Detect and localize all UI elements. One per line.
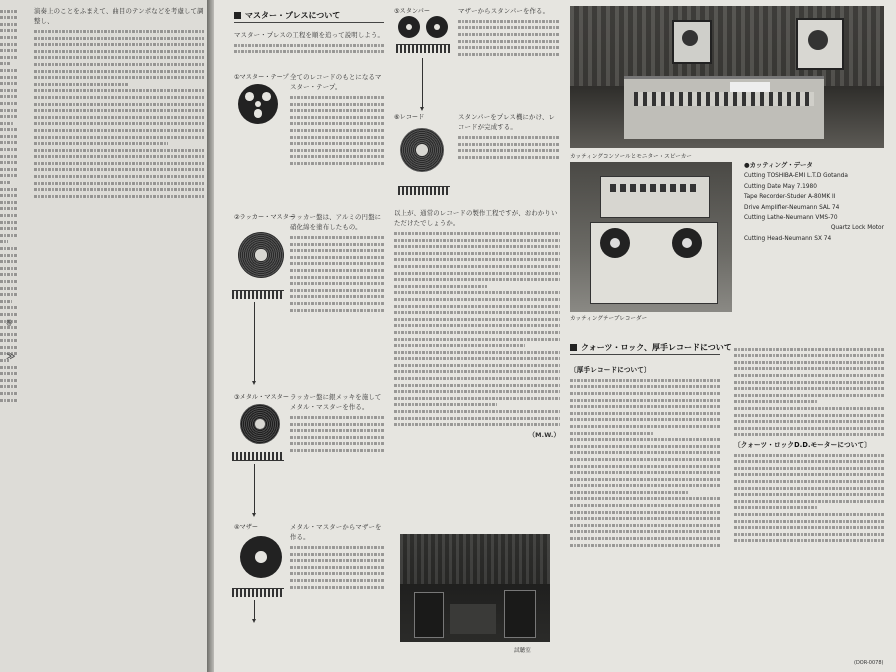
text-line (394, 410, 560, 413)
text-line (0, 62, 10, 65)
section2-col-b (734, 344, 884, 546)
text-line (34, 63, 204, 66)
text-line (734, 460, 884, 463)
text-line (0, 168, 18, 171)
side-mark: ≫ (6, 352, 16, 362)
text-line (734, 500, 884, 503)
cutting-console-photo (570, 6, 884, 148)
metal-master-icon (240, 404, 280, 444)
metal-groove-icon (232, 452, 284, 461)
stamper-icon-a (398, 16, 420, 38)
text-line (570, 438, 720, 441)
text-line (0, 188, 18, 191)
text-line (570, 451, 720, 454)
section1-intro-text: マスター・プレスの工程を順を追って説明しよう。 (234, 31, 384, 39)
text-line (394, 318, 560, 321)
text-line (0, 346, 18, 349)
text-line (570, 537, 720, 540)
text-line (394, 285, 487, 288)
text-line (34, 89, 204, 92)
cutting-tape-recorder-photo (570, 162, 732, 312)
step3-text: ラッカー盤に銀メッキを施してメタル・マスターを作る。 (290, 392, 384, 456)
text-line (570, 544, 720, 547)
text-line (394, 370, 560, 373)
text-line (34, 83, 129, 86)
text-line (570, 385, 720, 388)
text-line (0, 148, 18, 151)
text-line (0, 69, 18, 72)
right-page (214, 0, 896, 672)
text-line (394, 311, 560, 314)
left-col-a-text: 演奏上のことをふまえて、曲目のテンポなどを考慮して調整し、 (34, 7, 204, 26)
text-line (0, 267, 18, 270)
text-line (570, 478, 720, 481)
text-line (394, 252, 560, 255)
text-line (394, 265, 560, 268)
text-line (0, 174, 18, 177)
text-line (394, 298, 560, 301)
text-line (34, 162, 204, 165)
text-line (0, 300, 12, 303)
page-number: (DOR-0078) (854, 660, 884, 666)
text-line (34, 122, 204, 125)
text-line (570, 399, 720, 402)
text-line (734, 420, 884, 423)
text-line (570, 412, 720, 415)
section1-rule (234, 22, 384, 23)
text-line (394, 397, 560, 400)
text-line (734, 513, 884, 516)
text-line (394, 390, 560, 393)
text-line (0, 366, 18, 369)
section2-heading (570, 342, 732, 353)
step4-text: メタル・マスターからマザーを作る。 (290, 522, 384, 592)
text-line (734, 361, 884, 364)
text-line (34, 109, 204, 112)
cutting-data-line: Drive Amplifier-Neumann SAL 74 (744, 204, 840, 211)
text-line (394, 384, 560, 387)
text-line (394, 278, 560, 281)
text-line (34, 188, 204, 191)
left-edge-lines (0, 10, 18, 402)
text-line (34, 195, 204, 198)
section2-col-a (570, 362, 720, 550)
text-line (34, 37, 204, 40)
cutting-data-title: ●カッティング・データ (744, 161, 813, 169)
text-line (34, 96, 204, 99)
cutting-data-line: Cutting Head-Neumann SX 74 (744, 235, 832, 242)
left-col-a-lines (34, 30, 204, 198)
cutting-data-line: Cutting Lathe-Neumann VMS-70 (744, 215, 838, 222)
text-line (0, 280, 18, 283)
text-line (0, 333, 18, 336)
text-line (0, 128, 18, 131)
text-line (0, 273, 18, 276)
tape-reel-icon (238, 84, 278, 124)
text-line (570, 491, 689, 494)
stamper-groove-icon (396, 44, 450, 53)
text-line (0, 49, 18, 52)
text-line (0, 109, 18, 112)
section1-heading (234, 10, 340, 21)
text-line (394, 245, 560, 248)
text-line (0, 293, 18, 296)
mother-groove-icon (232, 588, 284, 597)
text-line (570, 465, 720, 468)
text-line (0, 207, 18, 210)
text-line (0, 122, 14, 125)
text-line (734, 427, 884, 430)
step5-label: ⑤スタンパー (394, 8, 431, 15)
text-line (34, 70, 204, 73)
text-line (0, 201, 18, 204)
text-line (394, 272, 560, 275)
step1-text: 全てのレコードのもとになるマスター・テープ。 (290, 72, 384, 169)
text-line (0, 141, 18, 144)
cutting-data-line: Tape Recorder-Studer A-80MK II (744, 194, 836, 201)
text-line (570, 517, 720, 520)
text-line (394, 324, 560, 327)
text-line (734, 394, 884, 397)
step2-label: ②ラッカー・マスター (234, 214, 296, 221)
arrow-icon-4 (422, 58, 423, 108)
text-line (0, 82, 18, 85)
text-line (0, 313, 18, 316)
text-line (34, 155, 204, 158)
text-line (570, 445, 720, 448)
record-disc-icon (400, 128, 444, 172)
text-line (0, 372, 18, 375)
text-line (34, 116, 204, 119)
text-line (0, 234, 18, 237)
text-line (570, 425, 720, 428)
box2-heading: 〔クォーツ・ロックD.D.モーターについて〕 (734, 440, 871, 449)
text-line (0, 29, 18, 32)
text-line (734, 367, 884, 370)
text-line (34, 175, 204, 178)
text-line (0, 10, 18, 13)
text-line (394, 338, 560, 341)
text-line (734, 454, 884, 457)
text-line (734, 487, 884, 490)
caption-room: 試聴室 (514, 648, 531, 654)
groove-icon (232, 290, 284, 299)
heading-square-icon (570, 344, 577, 351)
section1-title: マスター・プレスについて (245, 11, 341, 20)
text-line (0, 16, 18, 19)
text-line (34, 136, 204, 139)
text-line (0, 227, 18, 230)
text-line (570, 432, 654, 435)
text-line (34, 149, 204, 152)
text-line (570, 524, 720, 527)
signature: （M.W.） (528, 430, 560, 439)
page-gutter (207, 0, 214, 672)
text-line (734, 493, 884, 496)
left-col-edge (0, 6, 18, 405)
text-line (0, 260, 18, 263)
text-line (734, 381, 884, 384)
text-line (0, 379, 18, 382)
text-line (734, 533, 884, 536)
text-line (394, 403, 497, 406)
text-line (0, 135, 18, 138)
left-col-a (34, 6, 204, 201)
text-line (734, 400, 818, 403)
text-line (570, 530, 720, 533)
text-line (394, 357, 560, 360)
left-page (0, 0, 207, 672)
text-line (0, 89, 18, 92)
text-line (570, 497, 720, 500)
text-line (394, 417, 560, 420)
text-line (734, 414, 884, 417)
text-line (0, 76, 18, 79)
text-line (0, 339, 18, 342)
caption-console: カッティングコンソールとモニター・スピーカー (570, 154, 692, 160)
text-line (570, 504, 720, 507)
text-line (394, 239, 560, 242)
text-line (0, 43, 18, 46)
box1-heading: 〔厚手レコードについて〕 (570, 366, 651, 374)
text-line (394, 364, 560, 367)
text-line (570, 458, 720, 461)
text-line (34, 43, 204, 46)
arrow-icon-2 (254, 464, 255, 514)
text-line (394, 258, 560, 261)
text-line (0, 36, 18, 39)
text-line (570, 471, 720, 474)
text-line (34, 103, 204, 106)
step6-label: ⑥レコード (394, 114, 425, 121)
mother-disc-icon (240, 536, 282, 578)
text-line (34, 142, 168, 145)
text-line (0, 23, 18, 26)
text-line (0, 214, 18, 217)
text-line (734, 387, 884, 390)
text-line (394, 232, 560, 235)
text-line (394, 344, 525, 347)
text-line (0, 399, 18, 402)
text-line (0, 306, 18, 309)
cutting-data-line: Cutting TOSHIBA-EMI L.T.D Gotanda (744, 173, 848, 180)
text-line (734, 467, 884, 470)
text-line (570, 405, 720, 408)
step2-text: ラッカー盤は、アルミの円盤に硝化綿を塗布したもの。 (290, 212, 384, 315)
text-line (34, 56, 204, 59)
heading-square-icon (234, 12, 241, 19)
caption-tape: カッティングテープレコーダー (570, 316, 648, 322)
text-line (0, 247, 18, 250)
text-line (0, 221, 18, 224)
text-line (0, 240, 8, 243)
text-line (0, 95, 18, 98)
text-line (734, 407, 884, 410)
stamper-icon-b (426, 16, 448, 38)
text-line (0, 194, 18, 197)
step4-label: ④マザー (234, 524, 259, 531)
text-line (570, 484, 720, 487)
text-line (734, 348, 884, 351)
text-line (394, 331, 560, 334)
text-line (734, 433, 884, 436)
text-line (0, 287, 18, 290)
section2-title: クォーツ・ロック、厚手レコードについて (581, 343, 732, 352)
text-line (0, 161, 18, 164)
text-line (734, 539, 884, 542)
text-line (0, 155, 18, 158)
step5-text: マザーからスタンパーを作る。 (458, 6, 560, 59)
text-line (34, 168, 204, 171)
listening-room-photo (400, 534, 550, 642)
text-line (34, 76, 204, 79)
lacquer-disc-icon (238, 232, 284, 278)
process-text: 以上が、通常のレコードの製作工程ですが、おわかりいただけたでしょうか。 （M.W.） (394, 209, 560, 439)
text-line (734, 520, 884, 523)
text-line (34, 30, 204, 33)
text-line (734, 480, 884, 483)
text-line (734, 506, 818, 509)
section2-rule (570, 354, 720, 355)
text-line (34, 129, 204, 132)
text-line (734, 473, 884, 476)
text-line (0, 102, 18, 105)
text-line (734, 374, 884, 377)
text-line (570, 418, 720, 421)
text-line (570, 392, 720, 395)
text-line (0, 254, 18, 257)
text-line (34, 182, 204, 185)
text-line (394, 291, 560, 294)
text-line (394, 351, 560, 354)
text-line (570, 511, 720, 514)
step3-label: ③メタル・マスター (234, 394, 290, 401)
text-line (394, 423, 560, 426)
cutting-data (744, 160, 884, 244)
text-line (0, 181, 11, 184)
text-line (570, 379, 720, 382)
record-groove-icon (398, 186, 450, 195)
step6-text: スタンパーをプレス機にかけ、レコードが完成する。 (458, 112, 560, 162)
side-mark-2: 巻 (6, 320, 13, 327)
text-line (0, 56, 18, 59)
text-line (734, 354, 884, 357)
text-line (394, 377, 560, 380)
cutting-data-line: Quartz Lock Motor (830, 225, 884, 232)
text-line (0, 392, 18, 395)
text-line (394, 305, 560, 308)
text-line (34, 50, 204, 53)
text-line (0, 385, 18, 388)
text-line (0, 115, 18, 118)
text-line (734, 526, 884, 529)
cutting-data-line: Cutting Date May 7.1980 (744, 183, 817, 190)
arrow-icon (254, 302, 255, 382)
arrow-icon-3 (254, 600, 255, 620)
section1-intro (234, 30, 384, 57)
step1-label: ①マスター・テープ (234, 74, 289, 81)
